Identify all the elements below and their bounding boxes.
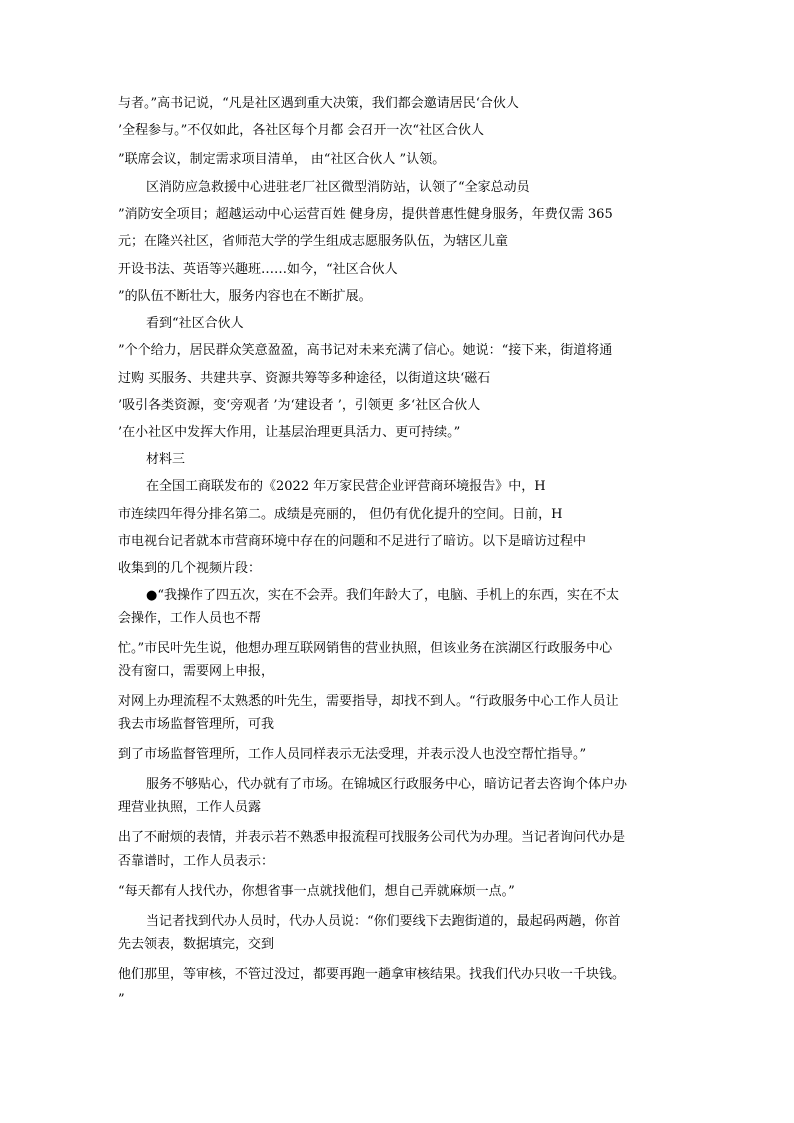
text-line: 否靠谱时，工作人员表示： xyxy=(118,854,275,869)
text-line: 我去市场监督管理所，可我 xyxy=(118,717,275,732)
text-line: ”的队伍不断壮大，服务内容也在不断扩展。 xyxy=(118,289,372,304)
text-line: ’全程参与。”不仅如此，各社区每个月都 会召开一次“社区合伙人 xyxy=(118,123,485,138)
text-line: ’吸引各类资源，变‘旁观者 ’为‘建设者 ’，引领更 多‘社区合伙人 xyxy=(118,398,481,413)
text-line: 他们那里，等审核，不管过没过，都要再跑一趟拿审核结果。找我们代办只收一千块钱。 xyxy=(118,967,626,982)
text-line: 忙。”市民叶先生说，他想办理互联网销售的营业执照，但该业务在滨湖区行政服务中心 xyxy=(118,641,613,656)
text-line: 出了不耐烦的表情，并表示若不熟悉申报流程可找服务公司代为办理。当记者询问代办是 xyxy=(118,830,626,845)
text-line: 开设书法、英语等兴趣班……如今，“社区合伙人 xyxy=(118,262,398,277)
text-line: 市电视台记者就本市营商环境中存在的问题和不足进行了暗访。以下是暗访过程中 xyxy=(118,534,587,549)
text-line: ”个个给力，居民群众笑意盈盈，高书记对未来充满了信心。她说：“接下来，街道将通 xyxy=(118,343,613,358)
text-line: 与者。”高书记说，“凡是社区遇到重大决策，我们都会邀请居民‘合伙人 xyxy=(118,96,519,111)
text-line: 没有窗口，需要网上申报， xyxy=(118,664,275,679)
text-line: ” xyxy=(118,992,125,1007)
text-line: “每天都有人找代办，你想省事一点就找他们，想自己弄就麻烦一点。” xyxy=(118,884,515,899)
text-line: 对网上办理流程不太熟悉的叶先生，需要指导，却找不到人。“行政服务中心工作人员让 xyxy=(118,694,619,709)
text-line: ”联席会议，制定需求项目清单， 由“社区合伙人 ”认领。 xyxy=(118,152,446,167)
paragraph-start: 看到“社区合伙人 xyxy=(146,316,244,331)
text-line: 到了市场监督管理所，工作人员同样表示无法受理，并表示没人也没空帮忙指导。” xyxy=(118,747,587,762)
text-line: ”消防安全项目；超越运动中心运营百姓 健身房，提供普惠性健身服务，年费仅需 365 xyxy=(118,207,613,222)
text-line: 收集到的几个视频片段： xyxy=(118,561,262,576)
text-line: 过购 买服务、共建共享、资源共筹等多种途径，以街道这块‘磁石 xyxy=(118,371,491,386)
paragraph-start: 当记者找到代办人员时，代办人员说：“你们要线下去跑街道的，最起码两趟，你首 xyxy=(146,914,621,929)
text-line: 理营业执照，工作人员露 xyxy=(118,800,262,815)
paragraph-start: 服务不够贴心，代办就有了市场。在锦城区行政服务中心，暗访记者去咨询个体户办 xyxy=(146,777,628,792)
paragraph-start: 在全国工商联发布的《2022 年万家民营企业评营商环境报告》中，H xyxy=(146,479,546,494)
text-line: 先去领表，数据填完，交到 xyxy=(118,937,275,952)
text-line: 元；在隆兴社区，省师范大学的学生组成志愿服务队伍，为辖区儿童 xyxy=(118,234,509,249)
text-line: 会操作，工作人员也不帮 xyxy=(118,611,262,626)
text-line: 市连续四年得分排名第二。成绩是亮丽的， 但仍有优化提升的空间。日前，H xyxy=(118,507,563,522)
bullet-item: ●“我操作了四五次，实在不会弄。我们年龄大了，电脑、手机上的东西，实在不太 xyxy=(146,588,619,603)
paragraph-start: 区消防应急救援中心进驻老厂社区微型消防站，认领了“全家总动员 xyxy=(146,180,530,195)
section-heading: 材料三 xyxy=(146,452,186,467)
text-line: ’在小社区中发挥大作用，让基层治理更具活力、更可持续。” xyxy=(118,425,461,440)
